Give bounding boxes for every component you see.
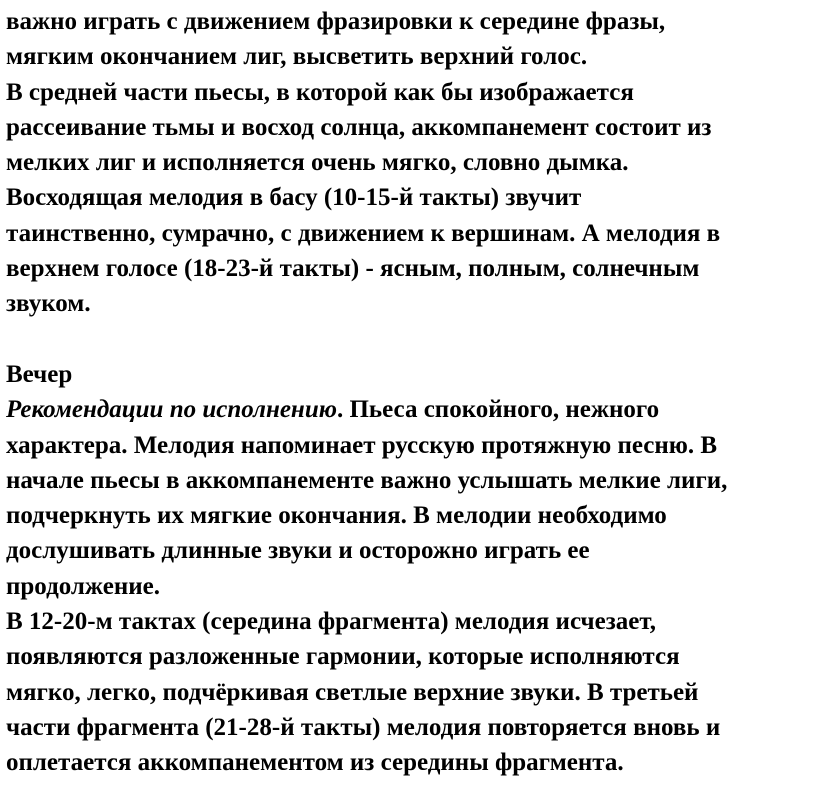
text-line: В 12-20-м тактах (середина фрагмента) мелодия исчезает, — [6, 608, 657, 636]
section-heading: Вечер — [6, 360, 73, 388]
text-line: мелких лиг и исполняется очень мягко, словно дымка. — [6, 149, 629, 177]
paragraph-fragment — [6, 604, 814, 780]
recommendation-text: . Пьеса спокойного, нежного — [336, 396, 660, 424]
text-line: В средней части пьесы, в которой как бы изображается — [6, 78, 634, 106]
text-line: важно играть с движением фразировки к середине фразы, — [6, 8, 666, 35]
text-line: характера. Мелодия напоминает русскую протяжную песню. В — [6, 431, 718, 459]
text-line: таинственно, сумрачно, с движением к вершинам. А мелодия в — [6, 219, 721, 247]
text-line: рассеивание тьмы и восход солнца, аккомпанемент состоит из — [6, 113, 712, 141]
text-line: дослушивать длинные звуки и осторожно играть ее — [6, 537, 590, 565]
recommendation-line — [6, 392, 814, 427]
text-line: оплетается аккомпанементом из середины фрагмента. — [6, 749, 624, 777]
section-evening — [6, 357, 814, 604]
text-line: звуком. — [6, 290, 91, 318]
text-line: мягко, легко, подчёркивая светлые верхние звуки. В третьей — [6, 678, 699, 706]
text-line: части фрагмента (21-28-й такты) мелодия повторяется вновь и — [6, 713, 721, 741]
text-line: верхнем голосе (18-23-й такты) - ясным, полным, солнечным — [6, 255, 700, 283]
blank-line — [6, 322, 814, 357]
text-line: подчеркнуть их мягкие окончания. В мелодии необходимо — [6, 502, 667, 530]
document-page — [6, 4, 814, 781]
paragraph-middle-part — [6, 75, 814, 322]
text-line: появляются разложенные гармонии, которые исполняются — [6, 643, 680, 671]
recommendation-label: Рекомендации по исполнению — [6, 396, 337, 424]
text-line: мягким окончанием лиг, высветить верхний голос. — [6, 43, 588, 71]
paragraph-continuation — [6, 4, 814, 75]
text-line: продолжение. — [6, 572, 160, 600]
text-line: Восходящая мелодия в басу (10-15-й такты) звучит — [6, 184, 582, 212]
text-line: начале пьесы в аккомпанементе важно услышать мелкие лиги, — [6, 466, 728, 494]
